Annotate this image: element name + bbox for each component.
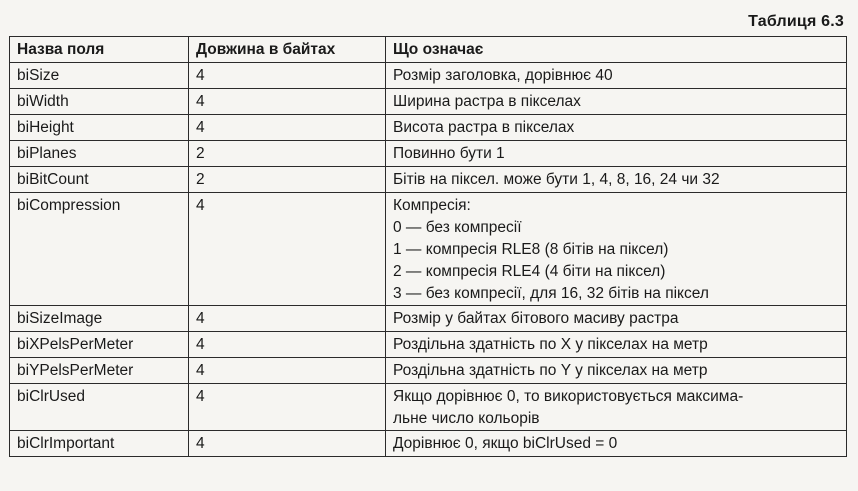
header-meaning: Що означає [386, 37, 847, 63]
field-name-cell: biXPelsPerMeter [10, 332, 189, 358]
table-row [10, 193, 847, 306]
field-name-cell: biSize [10, 63, 189, 89]
field-name-cell: biWidth [10, 89, 189, 115]
table-row [10, 431, 847, 457]
meaning-line: Дорівнює 0, якщо biClrUsed = 0 [393, 435, 618, 452]
table-row [10, 306, 847, 332]
table-row [10, 141, 847, 167]
meaning-line: Висота растра в пікселах [393, 119, 575, 136]
meaning-line: Роздільна здатність по X у пікселах на метр [393, 336, 708, 353]
meaning-line: Ширина растра в пікселах [393, 93, 581, 110]
meaning-line: Бітів на піксел. може бути 1, 4, 8, 16, 24 чи 32 [393, 171, 720, 188]
bitmap-header-fields-table [9, 36, 847, 457]
meaning-line: 0 — без компресії [393, 219, 522, 236]
meaning-line: Повинно бути 1 [393, 145, 505, 162]
length-cell: 2 [189, 141, 386, 167]
header-length: Довжина в байтах [189, 37, 386, 63]
field-name-cell: biClrImportant [10, 431, 189, 457]
table-row [10, 384, 847, 431]
table-header-row [10, 37, 847, 63]
length-cell: 4 [189, 384, 386, 431]
table-row [10, 115, 847, 141]
meaning-cell [386, 89, 847, 115]
meaning-line: 3 — без компресії, для 16, 32 бітів на піксел [393, 285, 709, 302]
table-row [10, 89, 847, 115]
meaning-cell [386, 63, 847, 89]
field-name-cell: biSizeImage [10, 306, 189, 332]
table-row [10, 358, 847, 384]
meaning-cell [386, 431, 847, 457]
length-cell: 2 [189, 167, 386, 193]
field-name-cell: biYPelsPerMeter [10, 358, 189, 384]
meaning-cell [386, 115, 847, 141]
meaning-cell [386, 193, 847, 306]
length-cell: 4 [189, 431, 386, 457]
meaning-cell [386, 306, 847, 332]
meaning-line: 2 — компресія RLE4 (4 біти на піксел) [393, 263, 666, 280]
meaning-line: льне число кольорів [393, 410, 540, 427]
meaning-cell [386, 167, 847, 193]
meaning-line: Якщо дорівнює 0, то використовується максима- [393, 388, 744, 405]
field-name-cell: biBitCount [10, 167, 189, 193]
header-field-name: Назва поля [10, 37, 189, 63]
table-body [10, 63, 847, 457]
meaning-line: Компресія: [393, 197, 471, 214]
table-row [10, 332, 847, 358]
meaning-line: 1 — компресія RLE8 (8 бітів на піксел) [393, 241, 669, 258]
table-row [10, 167, 847, 193]
length-cell: 4 [189, 115, 386, 141]
length-cell: 4 [189, 89, 386, 115]
field-name-cell: biCompression [10, 193, 189, 306]
meaning-cell [386, 384, 847, 431]
field-name-cell: biClrUsed [10, 384, 189, 431]
length-cell: 4 [189, 332, 386, 358]
field-name-cell: biPlanes [10, 141, 189, 167]
table-caption: Таблиця 6.3 [748, 13, 844, 30]
meaning-cell [386, 358, 847, 384]
length-cell: 4 [189, 63, 386, 89]
length-cell: 4 [189, 193, 386, 306]
meaning-cell [386, 141, 847, 167]
meaning-cell [386, 332, 847, 358]
field-name-cell: biHeight [10, 115, 189, 141]
meaning-line: Розмір заголовка, дорівнює 40 [393, 67, 613, 84]
meaning-line: Роздільна здатність по Y у пікселах на метр [393, 362, 708, 379]
length-cell: 4 [189, 306, 386, 332]
meaning-line: Розмір у байтах бітового масиву растра [393, 310, 679, 327]
length-cell: 4 [189, 358, 386, 384]
table-row [10, 63, 847, 89]
